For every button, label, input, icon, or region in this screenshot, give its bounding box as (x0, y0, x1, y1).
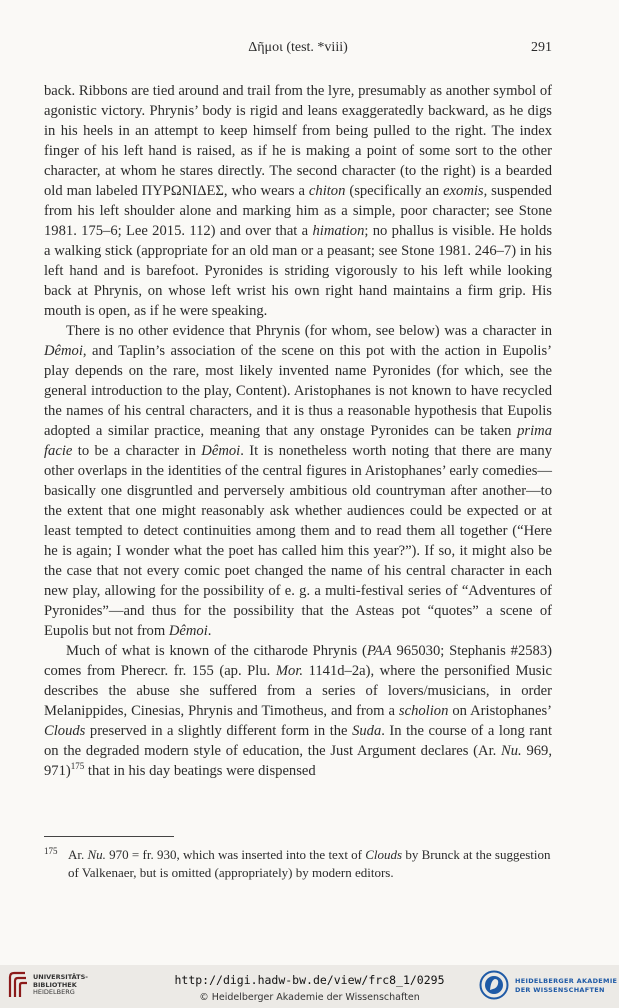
italic-span: PAA (366, 643, 392, 659)
running-head-title: Δῆμοι (test. *viii) (248, 40, 348, 55)
body-text (44, 81, 552, 781)
italic-span: prima facie (44, 423, 552, 459)
italic-span: Mor. (275, 663, 304, 679)
academy-seal-icon (479, 970, 509, 1000)
italic-span: exomis (443, 183, 484, 199)
italic-span: Dêmoi (44, 343, 83, 359)
footnote (44, 846, 552, 882)
paragraph: There is no other evidence that Phrynis (for whom, see below) was a character in Dêmoi, and Taplin’s association of the scene on this pot with the action in Eupolis’ play depends on the rare, most likely invented name Pyronides (for which, see the general introduction to the play, Content). Aristophanes is not known to have recycled the names of his central characters, and it is thus a reasonable hypothesis that Eupolis adopted a similar practice, meaning that any onstage Pyronides can be taken prima facie to be a character in Dêmoi. It is nonetheless worth noting that there are many other overlaps in the identities of the central figures in Aristophanes’ early comedies—basically one disgruntled and perversely ambitious old countryman after another—to the extent that one might reasonably ask whether audiences could be expected or at least tempted to detect continuities among them and to read them all together (“Here he is again; I wonder what the poet has called him this year?”). If so, it might also be the case that not every comic poet changed the name of his central character in each new play, allowing for the possibility of e. g. a multi-festival series of “Adventures of Pyronides”—and thus for the possibility that the Asteas pot “quotes” a scene of Eupolis but not from Dêmoi. (44, 323, 552, 639)
footnote-number: 175 (44, 846, 58, 856)
italic-span: Dêmoi (168, 623, 208, 639)
italic-span: Clouds (365, 847, 403, 862)
page-number: 291 (531, 40, 552, 55)
footnote-text: Ar. Nu. 970 = fr. 930, which was inserted into the text of Clouds by Brunck at the suggestion of Valkenaer, but is omitted (appropriately) by modern editors. (68, 847, 551, 880)
italic-span: chiton (308, 183, 346, 199)
footnote-rule (44, 836, 174, 837)
italic-span: Suda (352, 723, 382, 739)
copyright-notice: © Heidelberger Akademie der Wissenschaften (199, 992, 420, 1003)
italic-span: himation (312, 223, 365, 239)
footer-bar (0, 965, 619, 1008)
footnote-ref: 175 (70, 761, 85, 772)
italic-span: Clouds (44, 723, 86, 739)
italic-span: Nu. (87, 847, 106, 862)
paragraph: Much of what is known of the citharode Phrynis (PAA 965030; Stephanis #2583) comes from Pherecr. fr. 155 (ap. Plu. Mor. 1141d–2a), where the personified Music describes the abuse she suffered from a series of lovers/musicians, in order Melanippides, Cinesias, Phrynis and Timotheus, and from a scholion on Aristophanes’ Clouds preserved in a slightly different form in the Suda. In the course of a long rant on the degraded modern style of education, the Just Argument declares (Ar. Nu. 969, 971)$^{175}$ that in his day beatings were dispensed (44, 643, 552, 779)
italic-span: scholion (398, 703, 449, 719)
library-name: UNIVERSITÄTS- BIBLIOTHEK HEIDELBERG (33, 973, 88, 996)
paragraph: back. Ribbons are tied around and trail from the lyre, presumably as another symbol of agonistic victory. Phrynis’ body is rigid and leans exaggeratedly backward, as he digs in his heels in an attempt to keep himself from being pulled to the right. The index finger of his left hand is raised, as if he is making a point of some sort to the other character, at whom he stares directly. The second character (to the right) is a bearded old man labeled ΠΥΡΩΝΙΔΕΣ, who wears a chiton (specifically an exomis, suspended from his left shoulder alone and marking him as a simple, poor character; see Stone 1981. 175–6; Lee 2015. 112) and over that a himation; no phallus is visible. He holds a walking stick (appropriate for an old man or a peasant; see Stone 1981. 246–7) in his left hand and is barefoot. Pyronides is striding vigorously to his left while looking back at Phrynis, on whose left wrist his own right hand maintains a firm grip. His mouth is open, as if he were speaking. (44, 83, 552, 319)
running-head (44, 40, 552, 64)
italic-span: Nu. (501, 743, 522, 759)
permalink-url[interactable]: http://digi.hadw-bw.de/view/frc8_1/0295 (174, 973, 445, 987)
academy-name: HEIDELBERGER AKADEMIE DER WISSENSCHAFTEN (515, 977, 618, 994)
italic-span: Dêmoi (201, 443, 241, 459)
